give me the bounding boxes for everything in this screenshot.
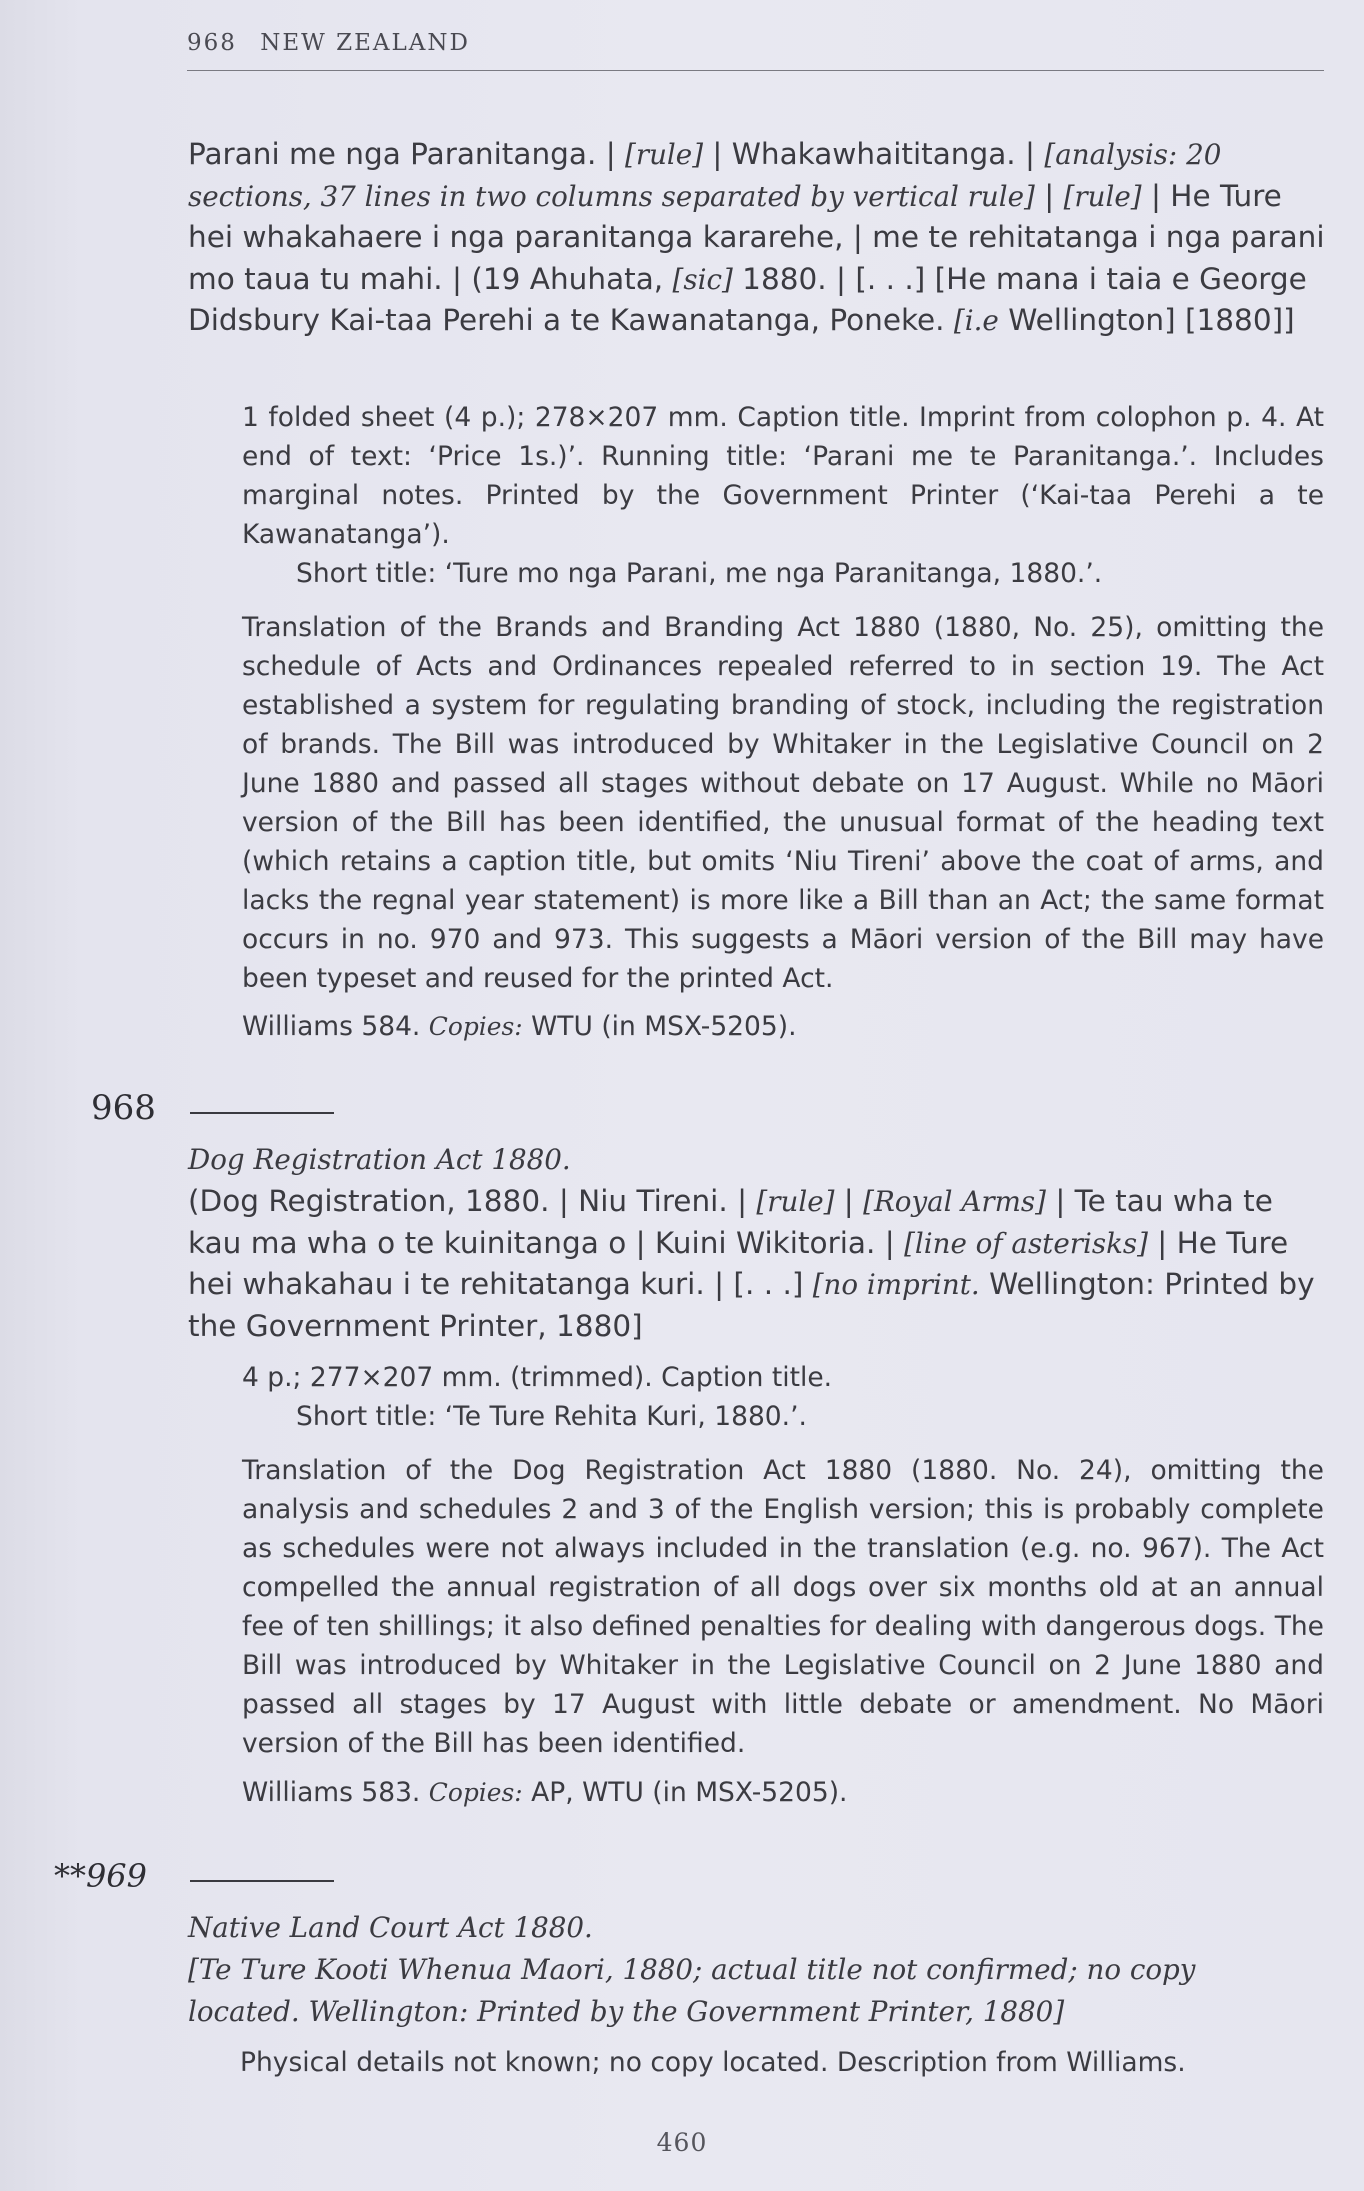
entry-969-number: **969 bbox=[54, 1857, 147, 1895]
running-head bbox=[187, 30, 1324, 71]
entry-969-physical: Physical details not known; no copy located. Description from Williams. bbox=[240, 2047, 1186, 2078]
page-number: 460 bbox=[656, 2128, 708, 2157]
entry-968-transcription: (Dog Registration, 1880. | Niu Tireni. | [rule] | [Royal Arms] | Te tau wha te kau ma wha o te kuinitanga o | Kuini Wikitoria. | [line of asterisks] | He Ture hei whakahau i te rehitatanga kuri. | [. . .] [no imprint. Wellington: Printed by the Government Printer, 1880] bbox=[188, 1184, 1315, 1343]
entry-969-title: Native Land Court Act 1880. bbox=[188, 1911, 593, 1944]
editorial-rule: [rule] bbox=[625, 138, 704, 171]
running-head-title: NEW ZEALAND bbox=[260, 30, 470, 56]
entry-968-title: Dog Registration Act 1880. bbox=[188, 1143, 571, 1176]
entry-967-note: Translation of the Brands and Branding Act 1880 (1880, No. 25), omitting the schedule of Acts and Ordinances repealed referred to in section 19. The Act established a system for regulating branding of stock, including the registration of brands. The Bill was introduced by Whitaker in the Legislative Council on 2 June 1880 and passed all stages without debate on 17 August. While no Māori version of the Bill has been identified, the unusual format of the heading text (which retains a caption title, but omits ‘Niu Tireni’ above the coat of arms, and lacks the regnal year statement) is more like a Bill than an Act; the same format occurs in no. 970 and 973. This suggests a Māori version of the Bill may have been typeset and reused for the printed Act. bbox=[242, 612, 1324, 994]
entry-969-rule bbox=[190, 1880, 334, 1882]
editorial-analysis: [analysis: 20 sections, 37 lines in two columns separated by vertical rule] bbox=[188, 138, 1222, 213]
entry-969-bracket: [Te Ture Kooti Whenua Maori, 1880; actual title not confirmed; no copy located. Wellington: Printed by the Government Printer, 1880] bbox=[188, 1953, 1196, 2028]
entry-968-rule bbox=[190, 1112, 334, 1114]
entry-968-note: Translation of the Dog Registration Act 1880 (1880. No. 24), omitting the analysis and schedules 2 and 3 of the English version; this is probably complete as schedules were not always included in the translation (e.g. no. 967). The Act compelled the annual registration of all dogs over six months old at an annual fee of ten shillings; it also defined penalties for dealing with dangerous dogs. The Bill was introduced by Whitaker in the Legislative Council on 2 June 1880 and passed all stages by 17 August with little debate or amendment. No Māori version of the Bill has been identified. bbox=[242, 1455, 1324, 1759]
entry-968-short-title: Short title: ‘Te Ture Rehita Kuri, 1880.’. bbox=[296, 1401, 807, 1432]
entry-967-transcription: Parani me nga Paranitanga. | [rule] | Whakawhaititanga. | [analysis: 20 sections, 37 lines in two columns separated by vertical rule] | [rule] | He Ture hei whakahaere i nga paranitanga kararehe, | me te rehitatanga i nga parani mo taua tu mahi. | (19 Ahuhata, [sic] 1880. | [. . .] [He mana i taia e George Didsbury Kai-taa Perehi a te Kawanatanga, Poneke. [i.e Wellington] [1880]] bbox=[188, 137, 1325, 337]
editorial-rule: [rule] bbox=[1063, 179, 1142, 213]
entry-968-references: Williams 583. Copies: AP, WTU (in MSX-5205). bbox=[242, 1777, 848, 1808]
editorial-sic: [sic] bbox=[672, 262, 733, 296]
editorial-ie: [i.e bbox=[953, 304, 999, 337]
entry-967-short-title: Short title: ‘Ture mo nga Parani, me nga Paranitanga, 1880.’. bbox=[296, 558, 1103, 589]
entry-968-physical: 4 p.; 277×207 mm. (trimmed). Caption title. bbox=[242, 1362, 833, 1393]
entry-967-physical: 1 folded sheet (4 p.); 278×207 mm. Caption title. Imprint from colophon p. 4. At end of text: ‘Price 1s.)’. Running title: ‘Parani me te Paranitanga.’. Includes marginal notes. Printed by the Government Printer (‘Kai-taa Perehi a te Kawanatanga’). bbox=[242, 402, 1324, 550]
entry-968-number: 968 bbox=[91, 1088, 156, 1128]
running-head-folio: 968 bbox=[187, 30, 237, 56]
entry-967-references: Williams 584. Copies: WTU (in MSX-5205). bbox=[242, 1011, 797, 1042]
